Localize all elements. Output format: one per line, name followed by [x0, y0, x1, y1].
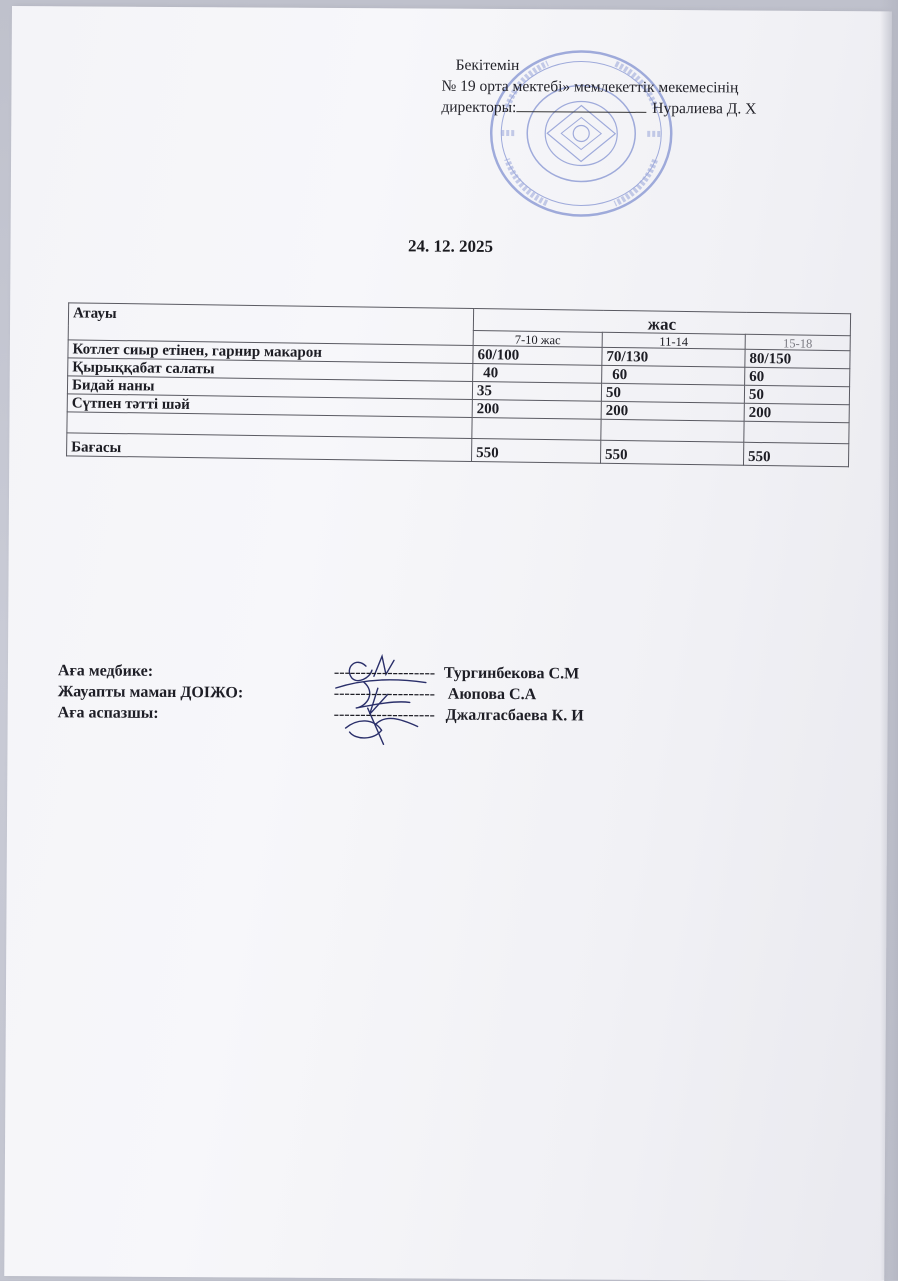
dish-name: Котлет сиыр етінен, гарнир макарон [68, 340, 473, 364]
portion-value: 60 [602, 365, 745, 385]
portion-value: 80/150 [745, 349, 850, 368]
signature-line: ------------------- [334, 662, 435, 684]
signature-role: Жауапты маман ДОІЖО: [58, 681, 244, 703]
portion-value: 50 [601, 383, 744, 403]
approval-director-name: Нуралиева Д. Х [652, 100, 756, 118]
price-value: 550 [472, 438, 601, 463]
age-column-header: 7-10 жас [473, 331, 602, 348]
empty-cell [601, 419, 744, 442]
menu-table [66, 302, 851, 467]
signature-role: Аға аспазшы: [58, 702, 159, 724]
price-value: 550 [743, 442, 848, 466]
price-value: 550 [600, 440, 743, 465]
empty-cell [744, 421, 849, 443]
signature-name: Тургинбекова С.М [444, 663, 579, 685]
signature-line: ------------------- [334, 683, 435, 705]
portion-value: 70/130 [602, 347, 745, 367]
portion-value: 40 [473, 364, 602, 384]
portion-value: 200 [744, 403, 849, 422]
age-column-header: 11-14 [602, 332, 745, 349]
director-signature-line [516, 111, 646, 113]
age-group-header: жас [473, 309, 850, 336]
signature-name: Аюпова С.А [448, 684, 536, 706]
portion-value: 200 [601, 401, 744, 421]
dish-name: Сүтпен тәтті шәй [67, 394, 472, 418]
approval-institution: № 19 орта мектебі» мемлекеттік мекемесінің [441, 76, 756, 99]
approval-block [441, 55, 756, 120]
signature-role: Аға медбике: [58, 660, 153, 682]
name-header: Атауы [68, 303, 473, 346]
price-label: Бағасы [67, 433, 472, 462]
approval-director-label: директоры: [441, 99, 516, 116]
portion-value: 50 [744, 385, 849, 404]
table-header-row [68, 303, 850, 336]
menu-date: 24. 12. 2025 [10, 234, 890, 259]
approval-title: Бекітемін [442, 55, 757, 78]
empty-cell [472, 417, 601, 440]
dish-name: Бидай наны [67, 376, 472, 400]
approval-director-line [441, 97, 756, 120]
signature-line: ------------------- [334, 704, 435, 726]
signature-name: Джалгасбаева К. И [446, 705, 584, 727]
portion-value: 60 [745, 367, 850, 386]
portion-value: 60/100 [473, 346, 602, 366]
document-page [4, 6, 892, 1281]
age-column-header: 15-18 [745, 334, 850, 350]
dish-name: Қырыққабат салаты [68, 358, 473, 382]
background-edge [880, 0, 898, 1280]
portion-value: 200 [472, 400, 601, 420]
portion-value: 35 [472, 382, 601, 402]
